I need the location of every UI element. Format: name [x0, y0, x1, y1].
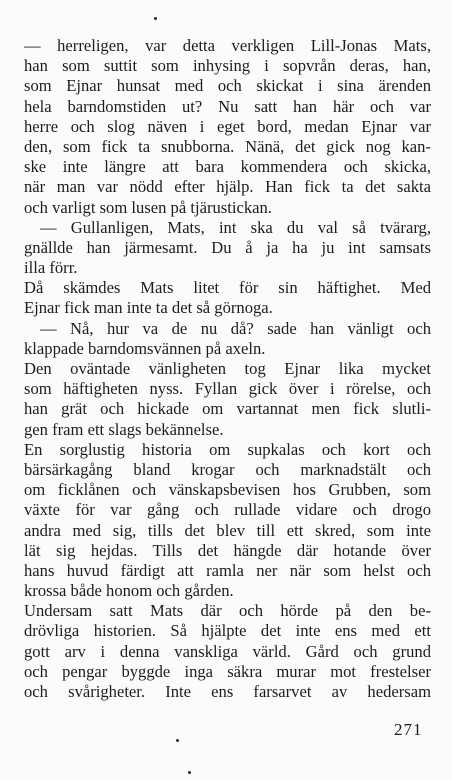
text-line: — herreligen, var detta verkligen Lill-Jonas Mats, [24, 36, 431, 55]
text-line: andra med sig, tills det blev till ett skred, som inte [24, 520, 431, 540]
text-line: illa förr. [24, 258, 78, 278]
text-line: Den oväntade vänligheten tog Ejnar lika mycket [24, 359, 431, 378]
text-line: Ejnar fick man inte ta det så görnoga. [24, 298, 273, 318]
text-line: som häftigheten nyss. Fyllan gick över i rörelse, och [24, 379, 431, 399]
text-line: hans huvud färdigt att ramla ner när som helst och [24, 560, 431, 580]
text-line: gott arv i denna vanskliga värld. Gård och grund [24, 641, 431, 661]
text-line: — Nå, hur va de nu då? sade han vänligt och [40, 318, 431, 338]
page-number: 271 [394, 720, 423, 739]
text-line: lät sig hejdas. Tills det hängde där hotande över [24, 540, 431, 560]
text-line: gen fram ett slags bekännelse. [24, 419, 224, 439]
print-speck [154, 17, 157, 20]
print-speck [188, 771, 191, 774]
body-text [24, 36, 431, 702]
text-line: Då skämdes Mats litet för sin häftighet. Med [24, 278, 431, 298]
text-line: om ficklånen och vänskapsbevisen hos Grubben, som [24, 480, 431, 500]
text-line: och pengar byggde inga säkra murar mot frestelser [24, 661, 431, 681]
text-line: drövliga historien. Så hjälpte det inte ens med ett [24, 621, 431, 641]
text-line: han grät och hickade om vartannat men fick slutli- [24, 399, 431, 419]
text-line: klappade barndomsvännen på axeln. [24, 338, 266, 358]
text-line: En sorglustig historia om supkalas och kort och [24, 439, 431, 459]
text-line: hela barndomstiden ut? Nu satt han här och var [24, 96, 431, 116]
text-line: krossa både honom och gården. [24, 581, 234, 601]
text-line: bärsärkagång bland krogar och marknadstält och [24, 459, 431, 479]
text-line: Undersam satt Mats där och hörde på den be- [24, 601, 431, 621]
text-line: den, som fick ta snubborna. Nänä, det gick nog kan- [24, 136, 431, 156]
text-line: ske inte längre att bara kommendera och skicka, [24, 157, 431, 177]
text-line: och varligt som lusen på tjärustickan. [24, 197, 272, 217]
text-line: gnällde han järmesamt. Du å ja ha ju int samsats [24, 237, 431, 257]
text-line: han som suttit som inhysing i sopvrån deras, han, [24, 56, 431, 76]
text-line: som Ejnar hunsat med och skickat i sina ärenden [24, 76, 431, 96]
text-line: — Gullanligen, Mats, int ska du val så tvärarg, [40, 217, 431, 237]
text-line: växte för var gång och rullade vidare och drogo [24, 500, 431, 520]
text-line: när man var nödd efter hjälp. Han fick ta det sakta [24, 177, 431, 197]
text-line: och svårigheter. Inte ens farsarvet av hedersam [24, 682, 431, 701]
print-speck [176, 739, 179, 742]
text-line: herre och slog näven i eget bord, medan Ejnar var [24, 116, 431, 136]
